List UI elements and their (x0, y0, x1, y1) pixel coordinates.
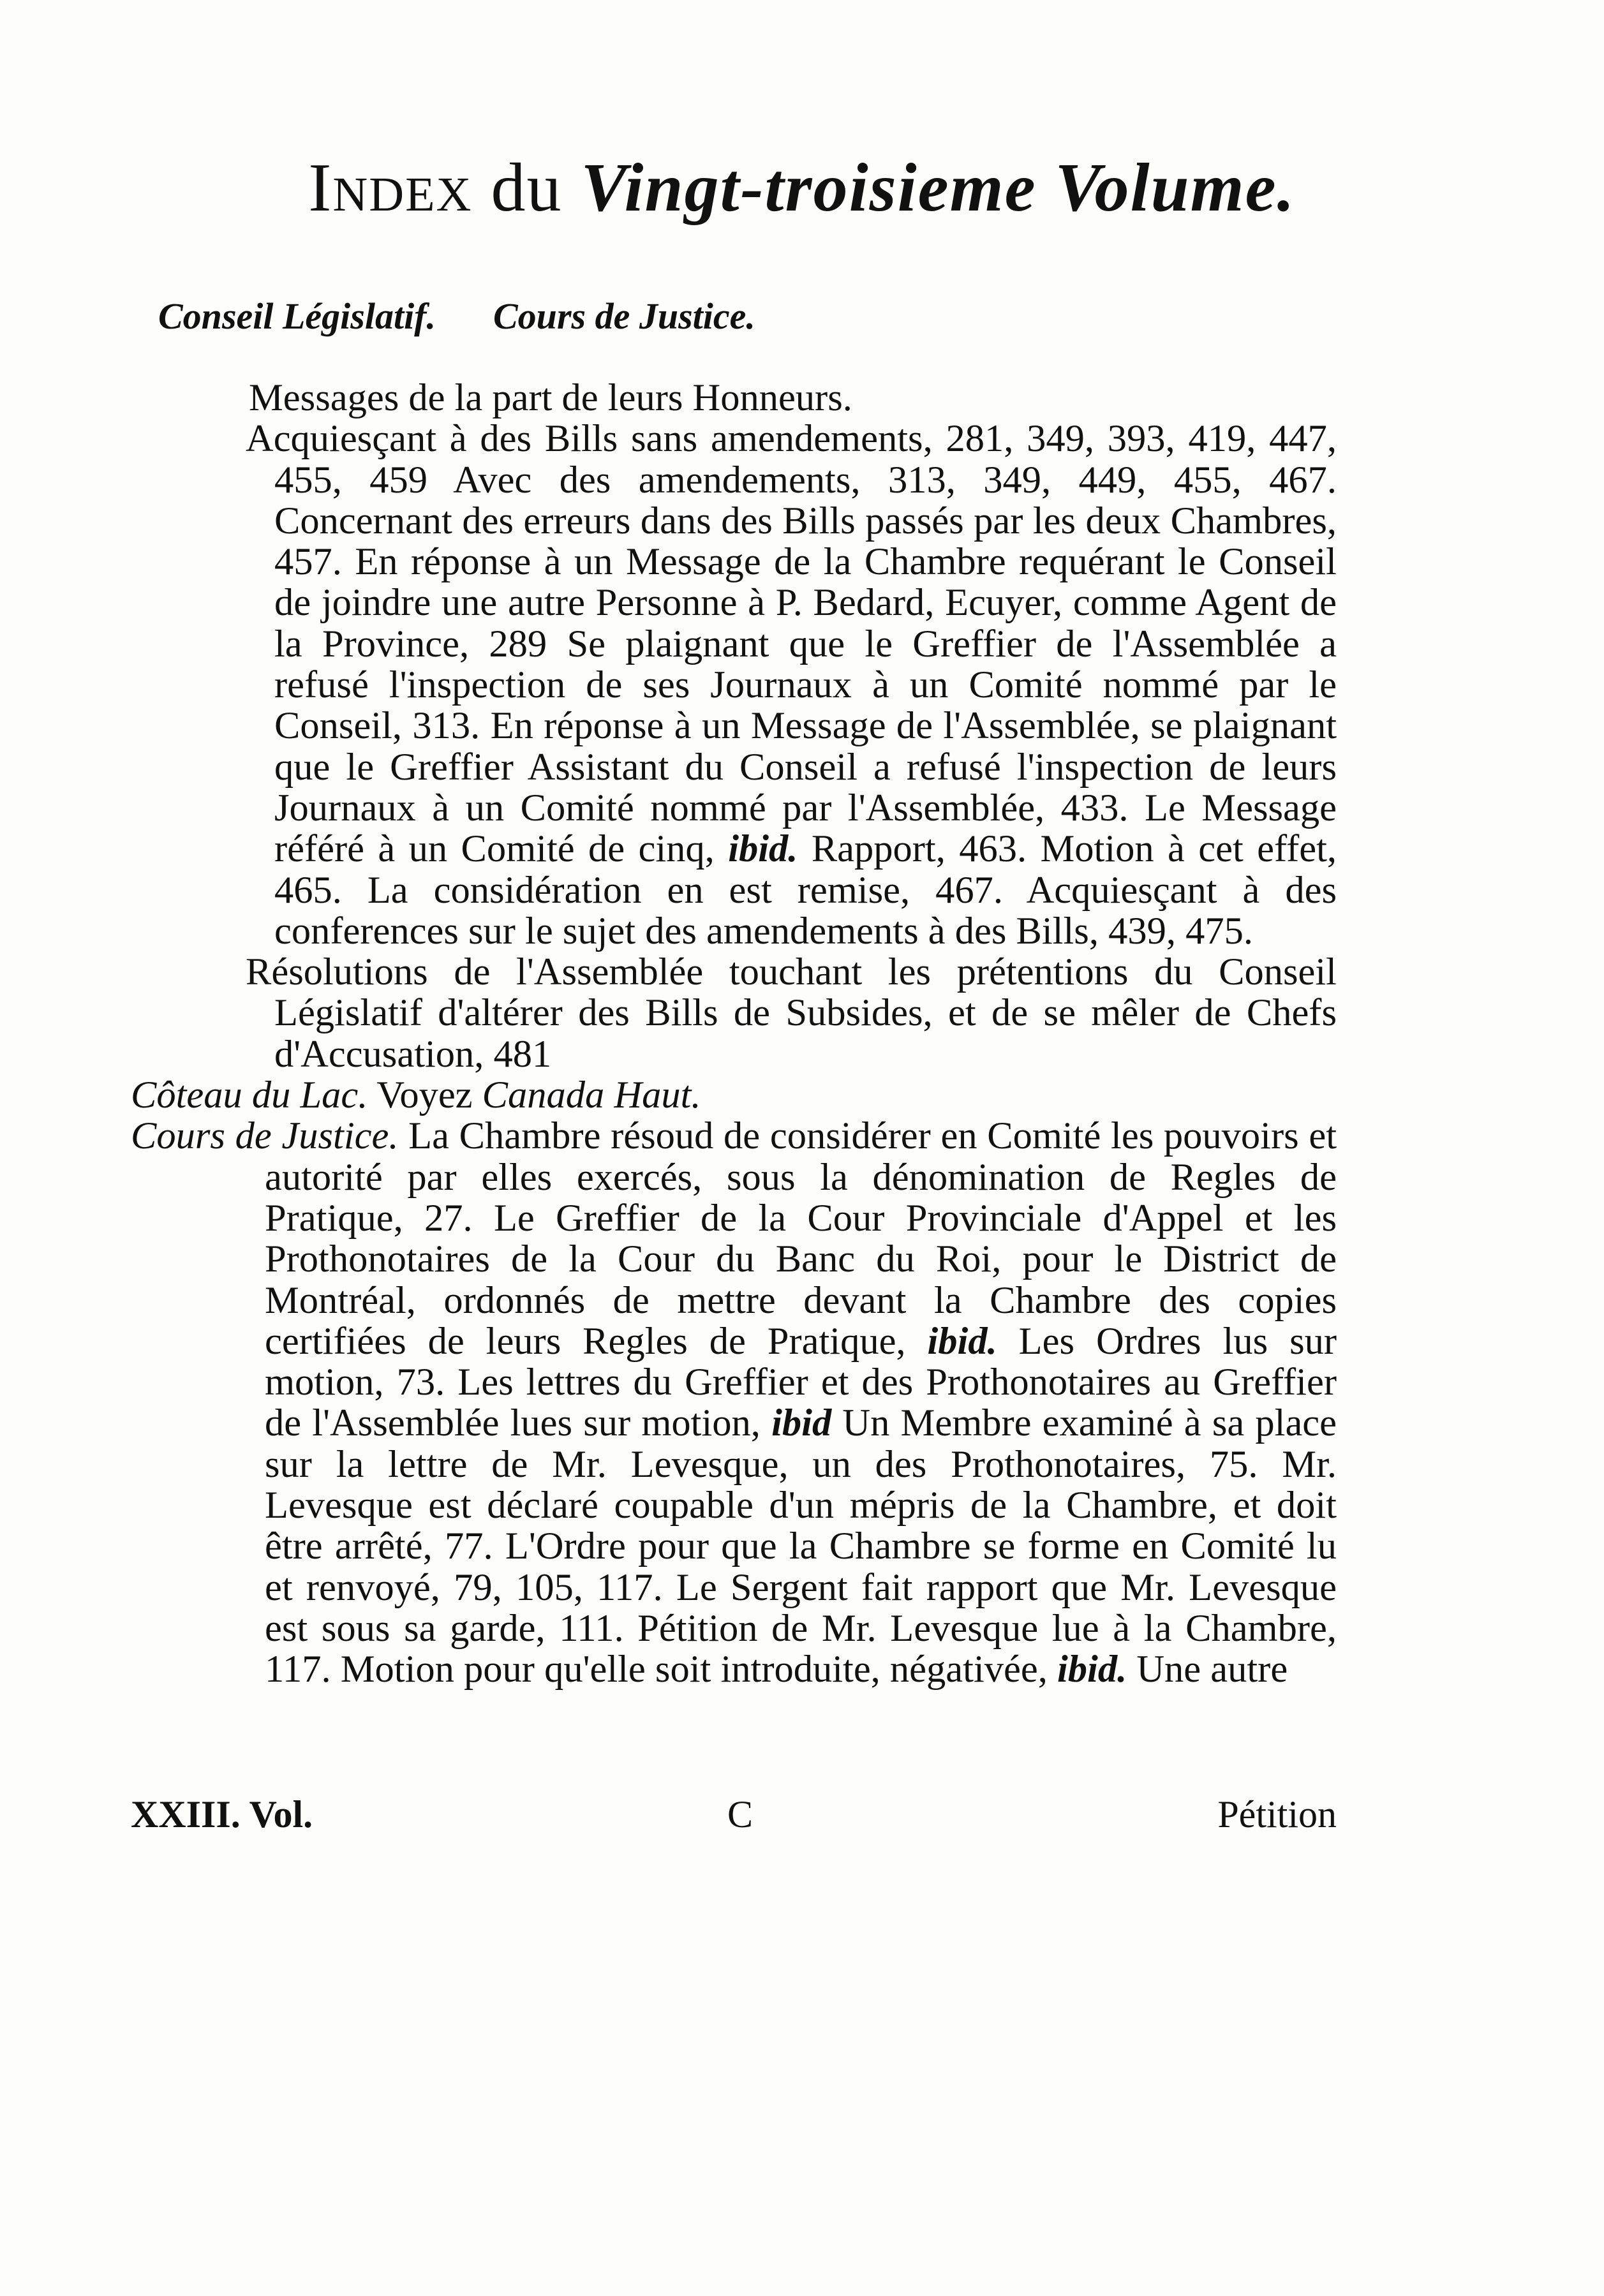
title-volume: Vingt-troisieme Volume. (581, 150, 1296, 226)
index-body (131, 378, 1337, 1691)
entry-ibid-a: ibid. (927, 1319, 997, 1363)
entry-text-d: Une autre (1127, 1648, 1288, 1691)
running-head-left: Conseil Législatif. (158, 295, 436, 337)
entry-term: Côteau du Lac. (131, 1074, 368, 1117)
title-index: Index (308, 150, 473, 226)
entry-text: Acquiesçant à des Bills sans amendements, 281, 349, 393, 419, 447, 455, 459 Avec des amendements, 313, 349, 449, 455, 467. Concernant des erreurs dans des Bills passés par les deux Chambres, 457. En réponse à un Message de la Chambre requérant le Conseil de joindre une autre Personne à P. Bedard, Ecuyer, comme Agent de la Province, 289 Se plaignant que le Greffier de l'Assemblée a refusé l'inspection de ses Journaux à un Comité nommé par le Conseil, 313. En réponse à un Message de l'Assemblée, se plaignant que le Greffier Assistant du Conseil a refusé l'inspection de leurs Journaux à un Comité nommé par l'Assemblée, 433. Le Message référé à un Comité de cinq, (246, 417, 1337, 871)
entry-text-a: La Chambre résoud de considérer en Comité les pouvoirs et autorité par elles exercés, sous la dénomination de Regles de Pratique, 27. Le Greffier de la Cour Provinciale d'Appel et les Prothonotaires de la Cour du Banc du Roi, pour le District de Montréal, ordonnés de mettre devant la Chambre des copies certifiées de leurs Regles de Pratique, (265, 1115, 1337, 1363)
index-entry-resolutions (131, 952, 1337, 1075)
entry-text-b: Les Ordres lus sur motion, 73. Les lettres du Greffier et des Prothonotaires au Greffier de l'Assemblée lues sur motion, (265, 1319, 1337, 1445)
entry-term: Cours de Justice. (131, 1115, 399, 1158)
index-entry-coteau (131, 1075, 1337, 1116)
index-subheading (131, 378, 1337, 418)
entry-ibid-c: ibid. (1057, 1648, 1127, 1691)
entry-ref: Canada Haut. (482, 1074, 701, 1117)
page-footer (131, 1793, 1337, 1837)
index-entry-cours (131, 1116, 1337, 1690)
running-head (158, 295, 755, 337)
footer-catchword: Pétition (1217, 1793, 1337, 1835)
entry-text: Voyez (368, 1074, 482, 1117)
running-head-right: Cours de Justice. (493, 295, 755, 337)
title-du: du (491, 150, 563, 226)
entry-text: Résolutions de l'Assemblée touchant les prétentions du Conseil Législatif d'altérer des Bills de Subsides, et de se mêler de Chefs d'Accusation, 481 (246, 951, 1337, 1076)
subheading-text: Messages de la part de leurs Honneurs. (249, 376, 852, 419)
entry-text-cont: Rapport, 463. Motion à cet effet, 465. La considération en est remise, 467. Acquiesçant à des conferences sur le sujet des amendements à des Bills, 439, 475. (274, 827, 1337, 952)
entry-ibid-b: ibid (771, 1402, 832, 1445)
entry-ibid: ibid. (728, 827, 798, 871)
footer-signature: C (727, 1793, 754, 1835)
index-entry-acquiescant (131, 418, 1337, 952)
footer-volume: XXIII. Vol. (131, 1793, 313, 1835)
entry-text-c: Un Membre examiné à sa place sur la lettre de Mr. Levesque, un des Prothonotaires, 75. Mr. Levesque est déclaré coupable d'un mépris de la Chambre, et doit être arrêté, 77. L'Ordre pour que la Chambre se forme en Comité lu et renvoyé, 79, 105, 117. Le Sergent fait rapport que Mr. Levesque est sous sa garde, 111. Pétition de Mr. Levesque lue à la Chambre, 117. Motion pour qu'elle soit introduite, négativée, (265, 1402, 1337, 1691)
page-title (0, 144, 1604, 233)
